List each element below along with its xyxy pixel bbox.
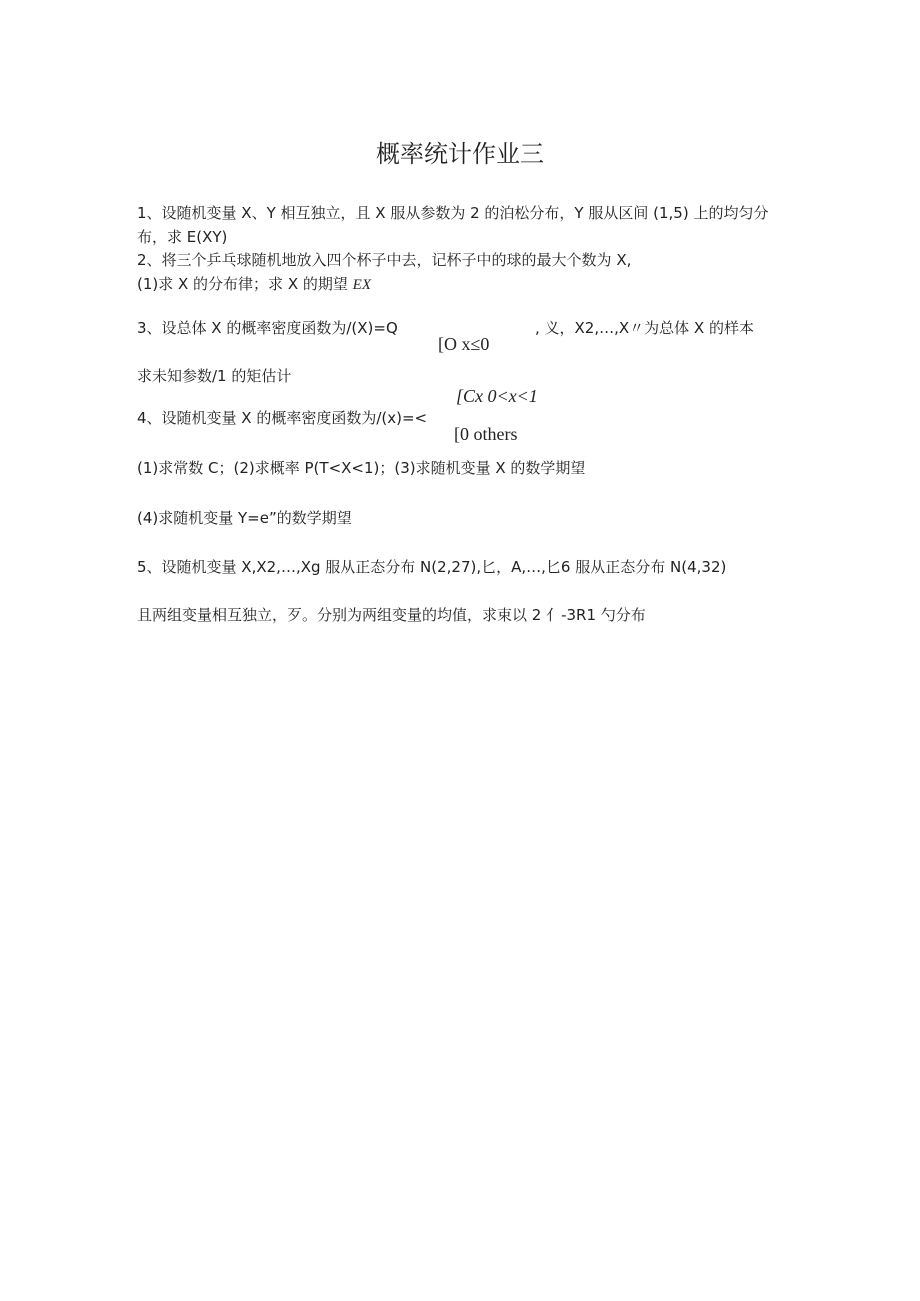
page-title: 概率统计作业三 — [376, 140, 544, 168]
q2-line-1: 2、将三个乒乓球随机地放入四个杯子中去，记杯子中的球的最大个数为 X, — [137, 251, 632, 269]
q4-density-label: 4、设随机变量 X 的概率密度函数为/(x)=< — [137, 409, 428, 427]
q2-line-2 — [137, 274, 371, 295]
q3-line-2: 求未知参数/1 的矩估计 — [137, 367, 292, 385]
q2-parts-text: (1)求 X 的分布律；求 X 的期望 — [137, 275, 348, 293]
q1-line-2: 布，求 E(XY) — [137, 228, 228, 246]
q1-line-1: 1、设随机变量 X、Y 相互独立，且 X 服从参数为 2 的泊松分布，Y 服从区间 (1,5) 上的均匀分 — [137, 204, 769, 222]
q3-sample-text: , 义，X2,…,X〃为总体 X 的样本 — [535, 319, 754, 337]
q4-density-piece-1: [Cx 0<x<1 — [456, 386, 538, 406]
q4-density-piece-2: [0 others — [454, 424, 518, 444]
q4-parts-1: (1)求常数 C；(2)求概率 P(T<X<1)；(3)求随机变量 X 的数学期望 — [137, 459, 586, 477]
q5-line-2: 且两组变量相互独立，歹。分别为两组变量的均值，求束以 2 亻-3R1 勺分布 — [137, 606, 646, 624]
q4-parts-2: (4)求随机变量 Y=e”的数学期望 — [137, 509, 352, 527]
q2-expectation-symbol: EX — [352, 277, 371, 293]
q3-density-label: 3、设总体 X 的概率密度函数为/(X)=Q — [137, 319, 398, 337]
q3-density-piece: [O x≤0 — [438, 334, 490, 354]
q5-line-1: 5、设随机变量 X,X2,…,Xg 服从正态分布 N(2,27),匕，A,…,匕6 服从正态分布 N(4,32) — [137, 558, 727, 576]
